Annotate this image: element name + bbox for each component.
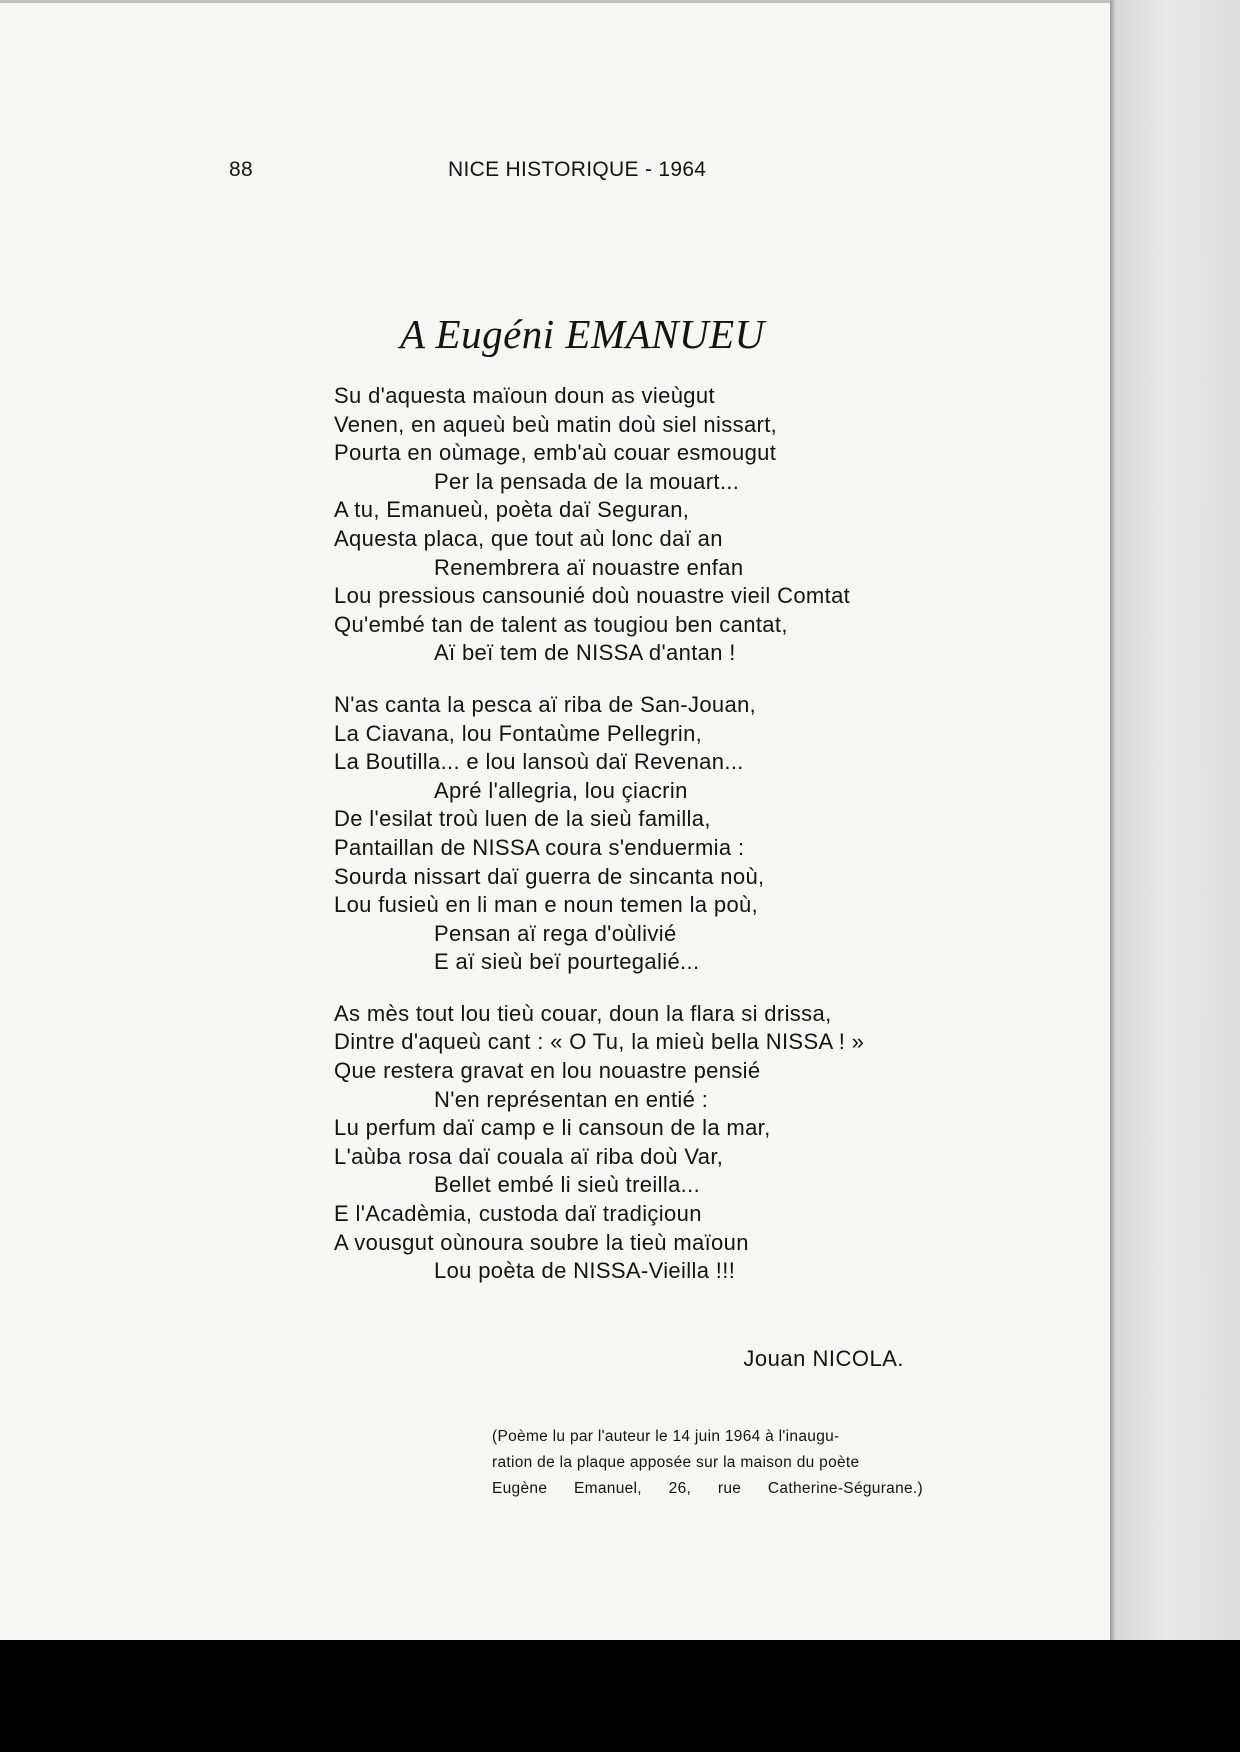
poem-line: Su d'aquesta maïoun doun as vieùgut (334, 383, 715, 408)
poem-line: Lou pressious cansounié doù nouastre vieil Comtat (334, 583, 851, 609)
running-title: NICE HISTORIQUE - 1964 (448, 158, 707, 181)
poem-line: De l'esilat troù luen de la sieù familla, (334, 806, 711, 832)
poem-line: Pantaillan de NISSA coura s'enduermia : (334, 834, 745, 860)
poem-line: Per la pensada de la mouart... (434, 468, 740, 494)
poem-line: La Ciavana, lou Fontaùme Pellegrin, (334, 720, 703, 746)
author-signature: Jouan NICOLA. (743, 1346, 904, 1371)
footnote (492, 1424, 923, 1502)
poem-line: La Boutilla... e lou lansoù daï Revenan... (334, 749, 744, 775)
poem-line: Lou poèta de NISSA-Vieilla !!! (434, 1258, 736, 1284)
poem-line: Lou fusieù en li man e noun temen la poù, (334, 892, 759, 918)
poem-line: Sourda nissart daï guerra de sincanta noù, (334, 863, 765, 889)
poem-line: E aï sieù beï pourtegalié... (434, 949, 700, 975)
poem-stanza (334, 1000, 954, 1286)
poem-line: N'as canta la pesca aï riba de San-Jouan, (334, 691, 757, 717)
poem-line: Dintre d'aqueù cant : « O Tu, la mieù bella NISSA ! » (334, 1029, 865, 1055)
poem-line: N'en représentan en entié : (434, 1086, 709, 1112)
poem-line: Qu'embé tan de talent as tougiou ben cantat, (334, 611, 788, 637)
footnote-line: (Poème lu par l'auteur le 14 juin 1964 à l'inaugu- (492, 1428, 840, 1445)
page-top-edge (0, 0, 1240, 3)
poem-line: E l'Acadèmia, custoda daï tradiçioun (334, 1201, 702, 1227)
poem-stanza (334, 382, 954, 668)
poem-line: Aï beï tem de NISSA d'antan ! (434, 640, 736, 666)
poem-line: A tu, Emanueù, poèta daï Seguran, (334, 497, 690, 523)
poem-line: Renembrera aï nouastre enfan (434, 554, 744, 580)
footnote-line: Eugène Emanuel, 26, rue Catherine-Ségurane.) (492, 1480, 923, 1497)
scan-bottom-band (0, 1640, 1240, 1752)
footnote-line: ration de la plaque apposée sur la maison du poète (492, 1454, 860, 1471)
page-header (229, 158, 749, 186)
poem-line: Pensan aï rega d'oùlivié (434, 920, 677, 946)
poem-line: Apré l'allegria, lou çiacrin (434, 777, 688, 803)
poem-body (334, 382, 954, 1286)
page-number: 88 (229, 158, 253, 181)
poem-line: Aquesta placa, que tout aù lonc daï an (334, 525, 723, 551)
poem-title: A Eugéni EMANUEU (400, 311, 765, 357)
page-gutter-shadow (1110, 0, 1240, 1640)
poem-line: Lu perfum daï camp e li cansoun de la mar, (334, 1115, 771, 1141)
poem-stanza (334, 691, 954, 977)
poem-line: As mès tout lou tieù couar, doun la flara si drissa, (334, 1000, 832, 1026)
poem-line: A vousgut oùnoura soubre la tieù maïoun (334, 1229, 749, 1255)
poem-line: Venen, en aqueù beù matin doù siel nissart, (334, 411, 778, 437)
poem-line: Que restera gravat en lou nouastre pensié (334, 1058, 761, 1084)
poem-line: Bellet embé li sieù treilla... (434, 1172, 701, 1198)
poem-line: L'aùba rosa daï couala aï riba doù Var, (334, 1143, 724, 1169)
poem-line: Pourta en oùmage, emb'aù couar esmougut (334, 440, 777, 466)
